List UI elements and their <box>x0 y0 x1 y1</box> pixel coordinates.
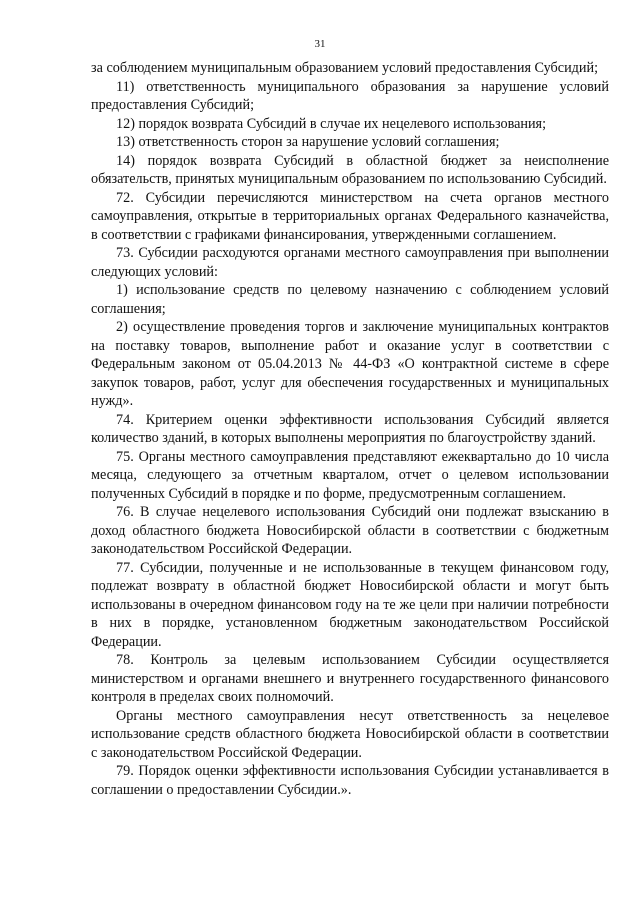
page-number: 31 <box>314 38 326 50</box>
paragraph-condition-2: 2) осуществление проведения торгов и заключение муниципальных контрактов на поставку товаров, выполнение работ и оказание услуг в соответствии с Федеральным законом от 05.04.2013 № 44-ФЗ «О контрактной системе в сфере закупок товаров, работ, услуг для обеспечения государственных и муниципальных нужд». <box>91 319 609 409</box>
paragraph-clause-76: 76. В случае нецелевого использования Субсидий они подлежат взысканию в доход областного бюджета Новосибирской области в соответствии с бюджетным законодательством Российской Федерации. <box>91 504 609 557</box>
paragraph-clause-79: 79. Порядок оценки эффективности использования Субсидии устанавливается в соглашении о предоставлении Субсидии.». <box>91 763 609 798</box>
paragraph-clause-78: 78. Контроль за целевым использованием Субсидии осуществляется министерством и органами внешнего и внутреннего государственного финансового контроля в пределах своих полномочий. <box>91 652 609 705</box>
paragraph-item-11: 11) ответственность муниципального образования за нарушение условий предоставления Субсидий; <box>91 78 609 113</box>
paragraph-clause-75: 75. Органы местного самоуправления представляют ежеквартально до 10 числа месяца, следующего за отчетным кварталом, отчет о целевом использовании полученных Субсидий в порядке и по форме, предусмотренным соглашением. <box>91 448 609 502</box>
paragraph-item-12: 12) порядок возврата Субсидий в случае их нецелевого использования; <box>116 115 547 132</box>
document-body <box>91 59 609 799</box>
paragraph-clause-77: 77. Субсидии, полученные и не использованные в текущем финансовом году, подлежат возврату в областной бюджет Новосибирской области и могут быть использованы в очередном финансовом году на те же цели при наличии потребности в них в порядке, установленном бюджетным законодательством Российской Федерации. <box>91 559 609 650</box>
paragraph-clause-74: 74. Критерием оценки эффективности использования Субсидий является количество зданий, в которых выполнены мероприятия по благоустройству зданий. <box>91 411 609 446</box>
paragraph-condition-1: 1) использование средств по целевому назначению с соблюдением условий соглашения; <box>91 282 609 317</box>
paragraph-clause-73: 73. Субсидии расходуются органами местного самоуправления при выполнении следующих условий: <box>91 245 609 280</box>
paragraph-item-14: 14) порядок возврата Субсидий в областной бюджет за неисполнение обязательств, принятых муниципальным образованием по использованию Субсидий. <box>91 152 609 187</box>
paragraph-clause-72: 72. Субсидии перечисляются министерством на счета органов местного самоуправления, открытые в территориальных органах Федерального казначейства, в соответствии с графиками финансирования, утвержденными соглашением. <box>91 189 609 243</box>
paragraph-responsibility: Органы местного самоуправления несут ответственность за нецелевое использование средств областного бюджета Новосибирской области в соответствии с законодательством Российской Федерации. <box>91 707 609 761</box>
paragraph-item-13: 13) ответственность сторон за нарушение условий соглашения; <box>116 134 500 150</box>
paragraph-continuation: за соблюдением муниципальным образованием условий предоставления Субсидий; <box>91 60 599 76</box>
